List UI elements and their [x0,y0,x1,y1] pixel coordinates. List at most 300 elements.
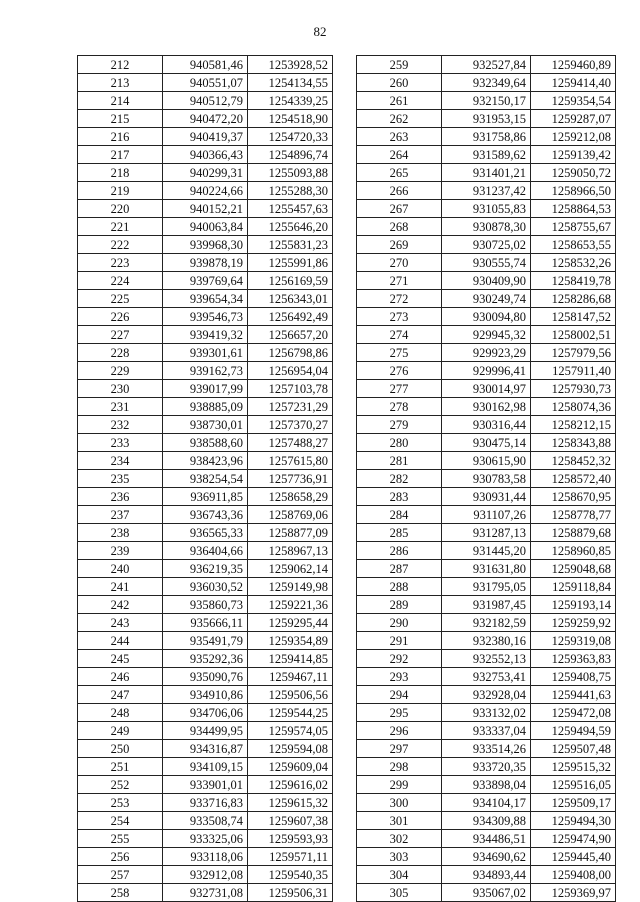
x-coordinate-cell: 932150,17 [442,92,531,110]
y-coordinate-cell: 1259474,90 [531,830,616,848]
x-coordinate-cell: 935067,02 [442,884,531,902]
y-coordinate-cell: 1259193,14 [531,596,616,614]
x-coordinate-cell: 939419,32 [163,326,248,344]
point-number-cell: 253 [78,794,163,812]
table-row [78,506,333,524]
table-row [357,470,616,488]
x-coordinate-cell: 935860,73 [163,596,248,614]
x-coordinate-cell: 932912,08 [163,866,248,884]
table-row [357,56,616,74]
x-coordinate-cell: 940512,79 [163,92,248,110]
y-coordinate-cell: 1258653,55 [531,236,616,254]
x-coordinate-cell: 940472,20 [163,110,248,128]
y-coordinate-cell: 1259408,75 [531,668,616,686]
x-coordinate-cell: 940224,66 [163,182,248,200]
table-row [78,218,333,236]
y-coordinate-cell: 1258658,29 [248,488,333,506]
x-coordinate-cell: 930409,90 [442,272,531,290]
x-coordinate-cell: 931445,20 [442,542,531,560]
x-coordinate-cell: 930783,58 [442,470,531,488]
table-row [357,416,616,434]
x-coordinate-cell: 940551,07 [163,74,248,92]
x-coordinate-cell: 934316,87 [163,740,248,758]
x-coordinate-cell: 933514,26 [442,740,531,758]
y-coordinate-cell: 1259212,08 [531,128,616,146]
x-coordinate-cell: 934309,88 [442,812,531,830]
y-coordinate-cell: 1259574,05 [248,722,333,740]
table-row [78,614,333,632]
x-coordinate-cell: 936911,85 [163,488,248,506]
point-number-cell: 256 [78,848,163,866]
y-coordinate-cell: 1255831,23 [248,236,333,254]
x-coordinate-cell: 939654,34 [163,290,248,308]
x-coordinate-cell: 932928,04 [442,686,531,704]
table-row [357,830,616,848]
table-row [78,434,333,452]
point-number-cell: 233 [78,434,163,452]
y-coordinate-cell: 1259515,32 [531,758,616,776]
table-row [78,560,333,578]
x-coordinate-cell: 929945,32 [442,326,531,344]
point-number-cell: 276 [357,362,442,380]
x-coordinate-cell: 934706,06 [163,704,248,722]
table-row [357,794,616,812]
point-number-cell: 285 [357,524,442,542]
point-number-cell: 241 [78,578,163,596]
table-row [78,110,333,128]
point-number-cell: 303 [357,848,442,866]
point-number-cell: 236 [78,488,163,506]
table-row [357,578,616,596]
y-coordinate-cell: 1257231,29 [248,398,333,416]
y-coordinate-cell: 1259221,36 [248,596,333,614]
table-row [78,290,333,308]
y-coordinate-cell: 1257911,40 [531,362,616,380]
y-coordinate-cell: 1257930,73 [531,380,616,398]
y-coordinate-cell: 1259050,72 [531,164,616,182]
x-coordinate-cell: 939301,61 [163,344,248,362]
point-number-cell: 235 [78,470,163,488]
point-number-cell: 216 [78,128,163,146]
x-coordinate-cell: 932731,08 [163,884,248,902]
point-number-cell: 258 [78,884,163,902]
table-row [78,812,333,830]
x-coordinate-cell: 930094,80 [442,308,531,326]
point-number-cell: 251 [78,758,163,776]
y-coordinate-cell: 1258572,40 [531,470,616,488]
x-coordinate-cell: 940063,84 [163,218,248,236]
y-coordinate-cell: 1259494,59 [531,722,616,740]
y-coordinate-cell: 1254518,90 [248,110,333,128]
point-number-cell: 292 [357,650,442,668]
point-number-cell: 287 [357,560,442,578]
point-number-cell: 255 [78,830,163,848]
point-number-cell: 248 [78,704,163,722]
x-coordinate-cell: 930878,30 [442,218,531,236]
point-number-cell: 226 [78,308,163,326]
point-number-cell: 244 [78,632,163,650]
y-coordinate-cell: 1259363,83 [531,650,616,668]
point-number-cell: 260 [357,74,442,92]
point-number-cell: 221 [78,218,163,236]
table-row [357,686,616,704]
y-coordinate-cell: 1257736,91 [248,470,333,488]
x-coordinate-cell: 932753,41 [442,668,531,686]
point-number-cell: 217 [78,146,163,164]
point-number-cell: 222 [78,236,163,254]
table-row [357,182,616,200]
table-row [357,632,616,650]
table-row [357,218,616,236]
table-row [78,308,333,326]
table-row [78,344,333,362]
x-coordinate-cell: 931631,80 [442,560,531,578]
table-row [78,740,333,758]
table-row [357,542,616,560]
point-number-cell: 300 [357,794,442,812]
table-row [78,488,333,506]
y-coordinate-cell: 1259594,08 [248,740,333,758]
point-number-cell: 231 [78,398,163,416]
table-row [357,758,616,776]
table-row [357,398,616,416]
y-coordinate-cell: 1259441,63 [531,686,616,704]
point-number-cell: 293 [357,668,442,686]
y-coordinate-cell: 1259540,35 [248,866,333,884]
point-number-cell: 265 [357,164,442,182]
x-coordinate-cell: 933325,06 [163,830,248,848]
table-row [357,614,616,632]
table-row [357,866,616,884]
y-coordinate-cell: 1258966,50 [531,182,616,200]
y-coordinate-cell: 1256492,49 [248,308,333,326]
table-row [357,236,616,254]
y-coordinate-cell: 1253928,52 [248,56,333,74]
point-number-cell: 274 [357,326,442,344]
y-coordinate-cell: 1255457,63 [248,200,333,218]
table-row [357,362,616,380]
point-number-cell: 305 [357,884,442,902]
point-number-cell: 268 [357,218,442,236]
point-number-cell: 299 [357,776,442,794]
y-coordinate-cell: 1259544,25 [248,704,333,722]
table-row [357,722,616,740]
point-number-cell: 279 [357,416,442,434]
x-coordinate-cell: 931287,13 [442,524,531,542]
x-coordinate-cell: 938254,54 [163,470,248,488]
point-number-cell: 230 [78,380,163,398]
table-row [78,848,333,866]
point-number-cell: 223 [78,254,163,272]
x-coordinate-cell: 934499,95 [163,722,248,740]
x-coordinate-cell: 934104,17 [442,794,531,812]
x-coordinate-cell: 938730,01 [163,416,248,434]
x-coordinate-cell: 934893,44 [442,866,531,884]
x-coordinate-cell: 935292,36 [163,650,248,668]
point-number-cell: 282 [357,470,442,488]
y-coordinate-cell: 1254339,25 [248,92,333,110]
y-coordinate-cell: 1258769,06 [248,506,333,524]
x-coordinate-cell: 939162,73 [163,362,248,380]
x-coordinate-cell: 930931,44 [442,488,531,506]
table-row [357,308,616,326]
y-coordinate-cell: 1258286,68 [531,290,616,308]
y-coordinate-cell: 1258343,88 [531,434,616,452]
point-number-cell: 290 [357,614,442,632]
point-number-cell: 247 [78,686,163,704]
x-coordinate-cell: 938423,96 [163,452,248,470]
coordinates-table-left [77,55,333,902]
point-number-cell: 227 [78,326,163,344]
table-row [357,74,616,92]
table-row [357,884,616,902]
point-number-cell: 250 [78,740,163,758]
x-coordinate-cell: 938885,09 [163,398,248,416]
y-coordinate-cell: 1256657,20 [248,326,333,344]
table-row [78,686,333,704]
point-number-cell: 254 [78,812,163,830]
table-row [78,146,333,164]
x-coordinate-cell: 933898,04 [442,776,531,794]
table-row [78,866,333,884]
y-coordinate-cell: 1257979,56 [531,344,616,362]
point-number-cell: 266 [357,182,442,200]
point-number-cell: 220 [78,200,163,218]
table-row [78,74,333,92]
point-number-cell: 289 [357,596,442,614]
table-row [357,290,616,308]
x-coordinate-cell: 930014,97 [442,380,531,398]
table-row [78,182,333,200]
table-row [78,704,333,722]
point-number-cell: 273 [357,308,442,326]
y-coordinate-cell: 1259506,56 [248,686,333,704]
y-coordinate-cell: 1254896,74 [248,146,333,164]
x-coordinate-cell: 936565,33 [163,524,248,542]
table-row [78,236,333,254]
table-row [357,452,616,470]
y-coordinate-cell: 1258532,26 [531,254,616,272]
point-number-cell: 262 [357,110,442,128]
y-coordinate-cell: 1259615,32 [248,794,333,812]
table-row [357,434,616,452]
point-number-cell: 301 [357,812,442,830]
point-number-cell: 272 [357,290,442,308]
x-coordinate-cell: 930555,74 [442,254,531,272]
coordinates-table-right [356,55,616,902]
x-coordinate-cell: 931987,45 [442,596,531,614]
table-row [357,524,616,542]
table-row [357,344,616,362]
table-row [357,128,616,146]
y-coordinate-cell: 1259445,40 [531,848,616,866]
table-row [78,758,333,776]
x-coordinate-cell: 931758,86 [442,128,531,146]
point-number-cell: 261 [357,92,442,110]
y-coordinate-cell: 1259354,54 [531,92,616,110]
point-number-cell: 298 [357,758,442,776]
y-coordinate-cell: 1255288,30 [248,182,333,200]
table-row [357,704,616,722]
y-coordinate-cell: 1259319,08 [531,632,616,650]
point-number-cell: 214 [78,92,163,110]
x-coordinate-cell: 930615,90 [442,452,531,470]
table-row [78,722,333,740]
y-coordinate-cell: 1258755,67 [531,218,616,236]
x-coordinate-cell: 936030,52 [163,578,248,596]
table-row [78,776,333,794]
point-number-cell: 246 [78,668,163,686]
point-number-cell: 271 [357,272,442,290]
table-row [357,272,616,290]
point-number-cell: 269 [357,236,442,254]
y-coordinate-cell: 1257615,80 [248,452,333,470]
x-coordinate-cell: 934486,51 [442,830,531,848]
x-coordinate-cell: 938588,60 [163,434,248,452]
x-coordinate-cell: 933716,83 [163,794,248,812]
y-coordinate-cell: 1256798,86 [248,344,333,362]
y-coordinate-cell: 1259506,31 [248,884,333,902]
point-number-cell: 239 [78,542,163,560]
y-coordinate-cell: 1257103,78 [248,380,333,398]
table-row [78,380,333,398]
table-row [357,488,616,506]
x-coordinate-cell: 935090,76 [163,668,248,686]
point-number-cell: 284 [357,506,442,524]
y-coordinate-cell: 1254720,33 [248,128,333,146]
point-number-cell: 218 [78,164,163,182]
x-coordinate-cell: 933508,74 [163,812,248,830]
y-coordinate-cell: 1254134,55 [248,74,333,92]
table-row [78,164,333,182]
table-row [78,128,333,146]
point-number-cell: 280 [357,434,442,452]
y-coordinate-cell: 1255646,20 [248,218,333,236]
y-coordinate-cell: 1259354,89 [248,632,333,650]
y-coordinate-cell: 1258147,52 [531,308,616,326]
table-row [357,92,616,110]
y-coordinate-cell: 1256343,01 [248,290,333,308]
table-row [357,848,616,866]
y-coordinate-cell: 1255093,88 [248,164,333,182]
table-row [78,272,333,290]
y-coordinate-cell: 1259494,30 [531,812,616,830]
x-coordinate-cell: 930249,74 [442,290,531,308]
x-coordinate-cell: 939017,99 [163,380,248,398]
x-coordinate-cell: 933901,01 [163,776,248,794]
point-number-cell: 294 [357,686,442,704]
y-coordinate-cell: 1259516,05 [531,776,616,794]
table-row [78,794,333,812]
table-row [78,542,333,560]
point-number-cell: 257 [78,866,163,884]
table-row [78,452,333,470]
table-row [78,884,333,902]
x-coordinate-cell: 931107,26 [442,506,531,524]
table-row [357,146,616,164]
y-coordinate-cell: 1259472,08 [531,704,616,722]
x-coordinate-cell: 930725,02 [442,236,531,254]
y-coordinate-cell: 1259571,11 [248,848,333,866]
x-coordinate-cell: 933118,06 [163,848,248,866]
y-coordinate-cell: 1255991,86 [248,254,333,272]
y-coordinate-cell: 1256954,04 [248,362,333,380]
y-coordinate-cell: 1256169,59 [248,272,333,290]
point-number-cell: 225 [78,290,163,308]
x-coordinate-cell: 940366,43 [163,146,248,164]
point-number-cell: 243 [78,614,163,632]
point-number-cell: 249 [78,722,163,740]
y-coordinate-cell: 1259607,38 [248,812,333,830]
table-row [78,254,333,272]
point-number-cell: 264 [357,146,442,164]
table-row [78,632,333,650]
x-coordinate-cell: 929923,29 [442,344,531,362]
point-number-cell: 259 [357,56,442,74]
x-coordinate-cell: 934910,86 [163,686,248,704]
table-row [357,200,616,218]
y-coordinate-cell: 1259414,85 [248,650,333,668]
table-row [357,164,616,182]
y-coordinate-cell: 1258879,68 [531,524,616,542]
x-coordinate-cell: 931055,83 [442,200,531,218]
table-row [357,560,616,578]
y-coordinate-cell: 1258864,53 [531,200,616,218]
point-number-cell: 286 [357,542,442,560]
y-coordinate-cell: 1259509,17 [531,794,616,812]
y-coordinate-cell: 1259118,84 [531,578,616,596]
y-coordinate-cell: 1259507,48 [531,740,616,758]
x-coordinate-cell: 936404,66 [163,542,248,560]
table-row [78,596,333,614]
y-coordinate-cell: 1259408,00 [531,866,616,884]
y-coordinate-cell: 1258670,95 [531,488,616,506]
y-coordinate-cell: 1259609,04 [248,758,333,776]
point-number-cell: 240 [78,560,163,578]
point-number-cell: 283 [357,488,442,506]
point-number-cell: 291 [357,632,442,650]
x-coordinate-cell: 935666,11 [163,614,248,632]
x-coordinate-cell: 940299,31 [163,164,248,182]
point-number-cell: 219 [78,182,163,200]
x-coordinate-cell: 940152,21 [163,200,248,218]
x-coordinate-cell: 932527,84 [442,56,531,74]
table-row [357,668,616,686]
x-coordinate-cell: 931795,05 [442,578,531,596]
y-coordinate-cell: 1259139,42 [531,146,616,164]
y-coordinate-cell: 1259593,93 [248,830,333,848]
table-row [357,506,616,524]
point-number-cell: 212 [78,56,163,74]
x-coordinate-cell: 931237,42 [442,182,531,200]
y-coordinate-cell: 1259295,44 [248,614,333,632]
table-row [78,470,333,488]
table-row [357,812,616,830]
y-coordinate-cell: 1259149,98 [248,578,333,596]
point-number-cell: 224 [78,272,163,290]
point-number-cell: 234 [78,452,163,470]
x-coordinate-cell: 939878,19 [163,254,248,272]
x-coordinate-cell: 935491,79 [163,632,248,650]
y-coordinate-cell: 1258419,78 [531,272,616,290]
page-number: 82 [313,24,327,39]
point-number-cell: 238 [78,524,163,542]
point-number-cell: 281 [357,452,442,470]
point-number-cell: 237 [78,506,163,524]
x-coordinate-cell: 934109,15 [163,758,248,776]
point-number-cell: 297 [357,740,442,758]
x-coordinate-cell: 930475,14 [442,434,531,452]
